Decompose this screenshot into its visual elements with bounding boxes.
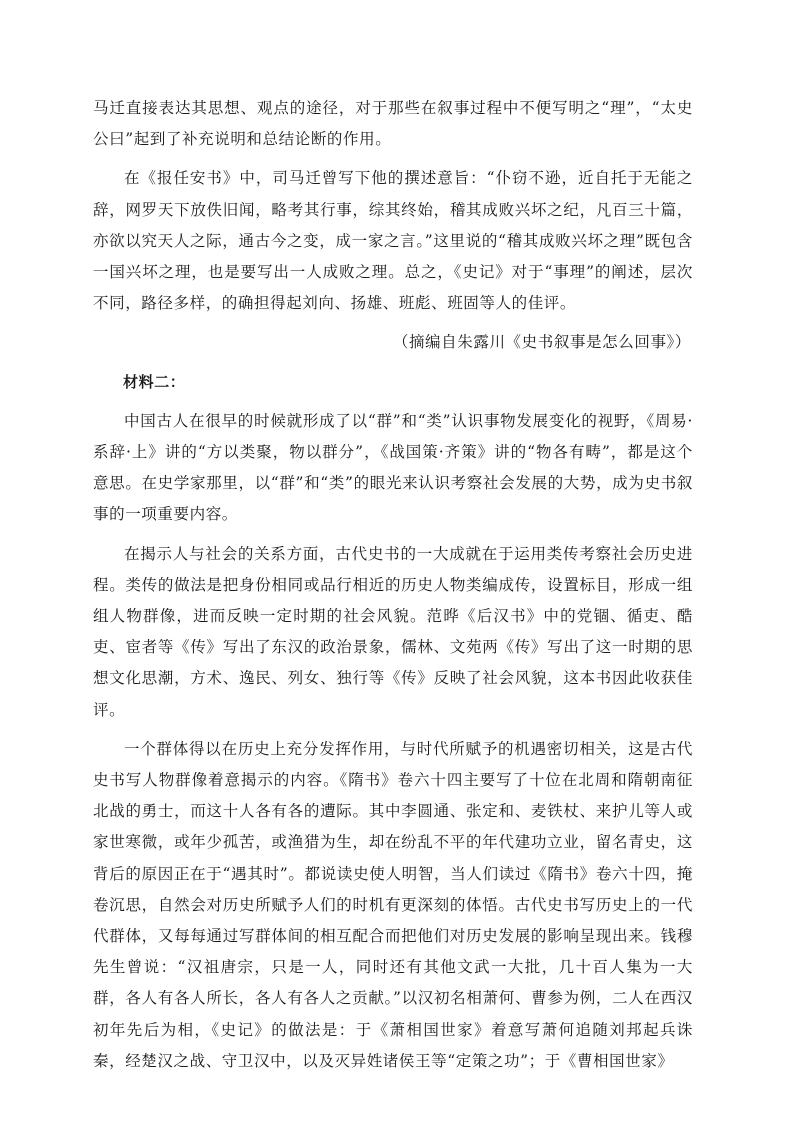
source-citation: （摘编自朱露川《史书叙事是怎么回事》） (392, 333, 691, 352)
paragraph-gap (93, 726, 693, 734)
paragraph-category-biographies: 在揭示人与社会的关系方面，古代史书的一大成就在于运用类传考察社会历史进程。类传的做法是把身份相同或品行相近的历史人物类编成传，设置标目，形成一组组人物群像，进而反映一定时期的社会风貌。范晔《后汉书》中的党锢、循吏、酷吏、宦者等《传》写出了东汉的政治景象，儒林、文苑两《传》写出了这一时期的思想文化思潮，方术、逸民、列女、独行等《传》反映了社会风貌，这本书因此收获佳评。 (93, 544, 693, 719)
paragraph-shiji-theme: 在《报任安书》中，司马迁曾写下他的撰述意旨：“仆窃不逊，近自托于无能之辞，网罗天下放佚旧闻，略考其行事，综其终始，稽其成败兴坏之纪，凡百三十篇，亦欲以究天人之际，通古今之变，成一家之言。”这里说的“稽其成败兴坏之理”既包含一国兴坏之理，也是要写出一人成败之理。总之，《史记》对于“事理”的阐述，层次不同，路径多样，的确担得起刘向、扬雄、班彪、班固等人的佳评。 (93, 169, 693, 313)
paragraph-group-category: 中国古人在很早的时候就形成了以“群”和“类”认识事物发展变化的视野，《周易·系辞·上》讲的“方以类聚，物以群分”，《战国策·齐策》讲的“物各有畴”，都是这个意思。在史学家那里，以“群”和“类”的眼光来认识考察社会发展的大势，成为史书叙事的一项重要内容。 (93, 411, 693, 524)
document-body (93, 93, 693, 1077)
paragraph-continuation: 马迁直接表达其思想、观点的途径，对于那些在叙事过程中不便写明之“理”，“太史公曰”起到了补充说明和总结论断的作用。 (93, 99, 693, 149)
paragraph-gap (93, 155, 693, 163)
material-two-heading: 材料二： (123, 372, 186, 391)
paragraph-gap (93, 359, 693, 367)
paragraph-gap (93, 398, 693, 406)
paragraph-gap (93, 531, 693, 539)
paragraph-group-opportunity: 一个群体得以在历史上充分发挥作用，与时代所赋予的机遇密切相关，这是古代史书写人物群像着意揭示的内容。《隋书》卷六十四主要写了十位在北周和隋朝南征北战的勇士，而这十人各有各的遭际。其中李圆通、张定和、麦铁杖、来护儿等人或家世寒微，或年少孤苦，或渔猎为生，却在纷乱不平的年代建功立业，留名青史，这背后的原因正在于“遇其时”。都说读史使人明智，当人们读过《隋书》卷六十四，掩卷沉思，自然会对历史所赋予人们的时机有更深刻的体悟。古代史书写历史上的一代代群体，又每每通过写群体间的相互配合而把他们对历史发展的影响呈现出来。钱穆先生曾说：“汉祖唐宗，只是一人，同时还有其他文武一大批，几十百人集为一大群，各人有各人所长，各人有各人之贡献。”以汉初名相萧何、曹参为例，二人在西汉初年先后为相，《史记》的做法是：于《萧相国世家》着意写萧何追随刘邦起兵诛秦，经楚汉之战、守卫汉中，以及灭异姓诸侯王等“定策之功”；于《曹相国世家》 (93, 739, 693, 1070)
paragraph-gap (93, 319, 693, 327)
